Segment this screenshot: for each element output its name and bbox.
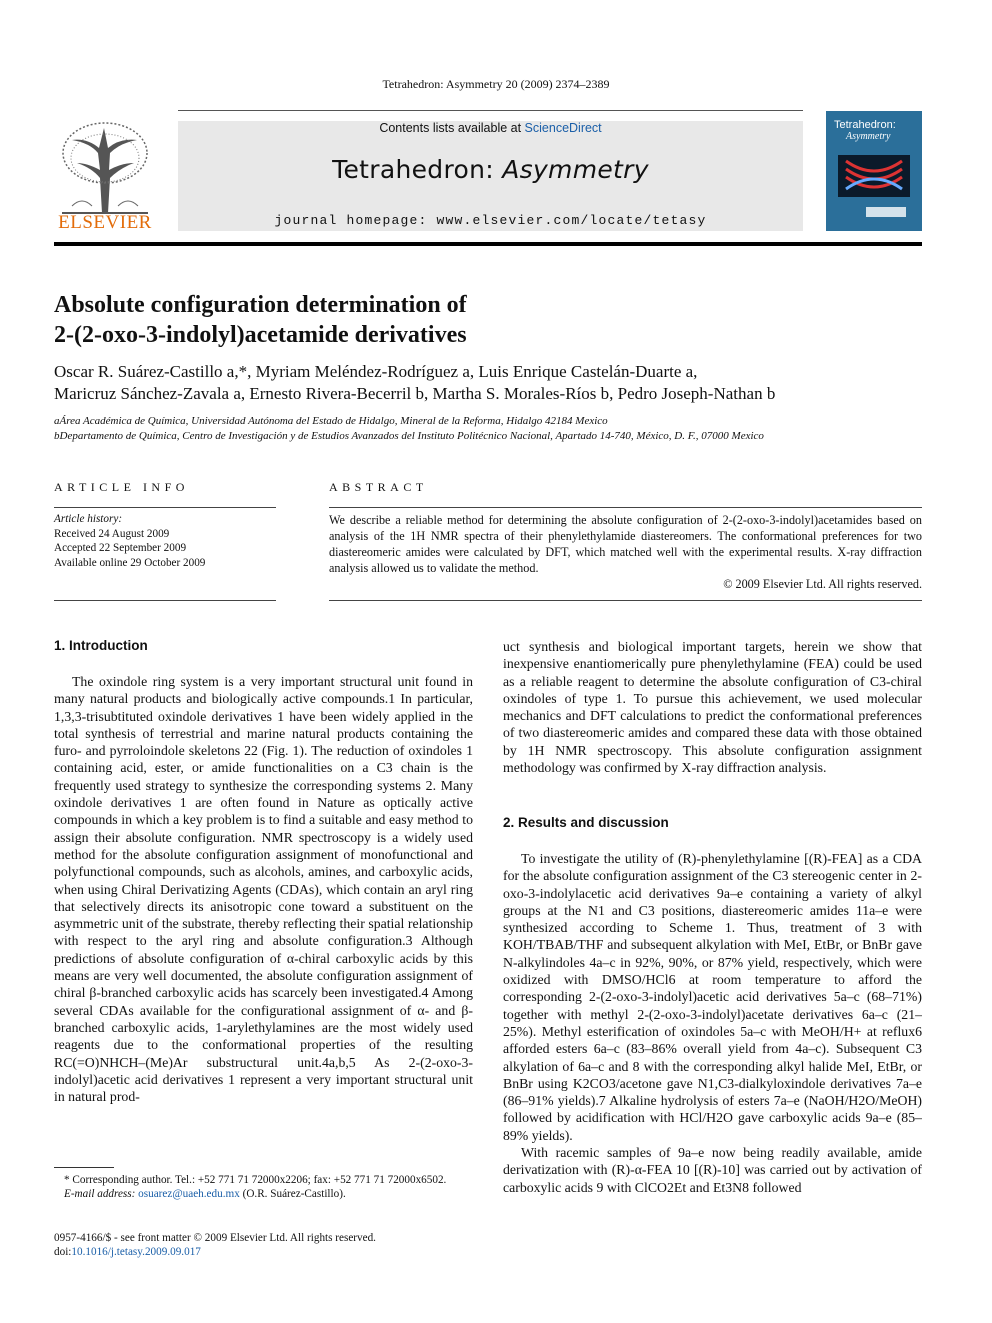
email-suffix: (O.R. Suárez-Castillo). bbox=[242, 1188, 346, 1200]
footnote-rule bbox=[54, 1167, 114, 1168]
received-date: Received 24 August 2009 bbox=[54, 527, 170, 540]
abstract-text: We describe a reliable method for determining the absolute configuration of 2-(2-oxo-3-indolyl)acetamides based on analysis of the 1H NMR spectra of their phenylethylamide diastereomers. The conformational preferences for two diastereomeric amides were calculated by DFT, which matched well with the experimental results. X-ray diffraction analysis allowed us to validate the method. bbox=[329, 513, 922, 575]
footnote-corresponding: * Corresponding author. Tel.: +52 771 71 72000x2206; fax: +52 771 71 72000x6502. bbox=[64, 1174, 447, 1186]
results-heading: 2. Results and discussion bbox=[503, 815, 669, 830]
contents-line bbox=[178, 121, 803, 135]
footnote-email-line bbox=[54, 1187, 473, 1201]
affiliation-a: aÁrea Académica de Química, Universidad Autónoma del Estado de Hidalgo, Mineral de la Reforma, Hidalgo 42184 Mexico bbox=[54, 415, 608, 427]
intro-paragraph-continued: uct synthesis and biological important targets, herein we show that inexpensive enantiomerically pure phenylethylamine (FEA) could be used as a reliable reagent to determine the absolute configuration of C3-chiral oxindoles of type 1. To pursue this achievement, we used molecular mechanics and DFT calculations to predict the conformational preferences of two diastereomeric amides and compared these data with those obtained by 1H NMR spectroscopy. This absolute configuration assignment methodology was confirmed by X-ray diffraction analysis. bbox=[503, 639, 922, 776]
email-link[interactable]: osuarez@uaeh.edu.mx bbox=[138, 1188, 240, 1200]
elsevier-logo bbox=[52, 118, 158, 234]
article-title bbox=[54, 290, 754, 350]
accepted-date: Accepted 22 September 2009 bbox=[54, 542, 187, 554]
article-info-rule-top bbox=[54, 507, 276, 508]
intro-column bbox=[54, 673, 473, 1159]
abstract-rule-top bbox=[329, 507, 922, 508]
email-label: E-mail address: bbox=[64, 1188, 136, 1200]
journal-cover-thumbnail bbox=[826, 111, 922, 231]
abstract-copyright: © 2009 Elsevier Ltd. All rights reserved. bbox=[723, 576, 922, 591]
article-title-line2: 2-(2-oxo-3-indolyl)acetamide derivatives bbox=[54, 322, 467, 348]
article-info-heading: ARTICLE INFO bbox=[54, 480, 189, 494]
header-top-rule bbox=[178, 110, 803, 111]
header-thick-rule bbox=[54, 242, 922, 246]
abstract-rule-bottom bbox=[329, 600, 922, 601]
authors-line1[interactable]: Oscar R. Suárez-Castillo a,*, Myriam Meléndez-Rodríguez a, Luis Enrique Castelán-Duarte a, bbox=[54, 362, 698, 381]
publisher-name: ELSEVIER bbox=[58, 212, 152, 233]
authors-line2[interactable]: Maricruz Sánchez-Zavala a, Ernesto Rivera-Becerril b, Martha S. Morales-Ríos b, Pedro Joseph-Nathan b bbox=[54, 384, 776, 403]
abstract-heading: ABSTRACT bbox=[329, 480, 428, 494]
abstract-body bbox=[329, 513, 922, 593]
intro-heading: 1. Introduction bbox=[54, 638, 148, 653]
sciencedirect-link[interactable]: ScienceDirect bbox=[524, 121, 602, 135]
journal-title bbox=[178, 155, 803, 184]
journal-citation bbox=[0, 77, 992, 92]
intro-paragraph-1: The oxindole ring system is a very important structural unit found in many natural products and biologically active compounds.1 In particular, 1,3,3-trisubtituted oxindole derivatives 1 have been widely applied in the total synthesis of terrestrial and marine natural products containing the furo- and pyrroloindole skeletons 22 (Fig. 1). The reduction of oxindoles 1 containing acid, ester, or amide functionalities on a C3 chain is the frequently used strategy to synthesize the corresponding systems 2. Many oxindole derivatives 1 are often found in Nature as optically active compounds in which a key problem is to find a suitable and easy method to assign their absolute configuration. NMR spectroscopy is a widely used method for the absolute configuration assignment of monofunctional and polyfunctional compounds, such as alcohols, amines, and carboxylic acids, when using Chiral Derivatizing Agents (CDAs), which contain an aryl ring that selectively directs its anisotropic cone toward a substituent on the asymmetric unit of the substrate, thereby reflecting their spatial relationship with respect to the aryl ring and absolute configuration.3 Although predictions of absolute configuration of α-chiral carboxylic acids by this means are very well documented, the absolute configuration assignment of chiral β-branched carboxylic acids has scarcely been investigated.4 Among several CDAs available for the configurational assignment of α- and β-branched carboxylic acids, 1-arylethylamines are the most widely used reagents due to the conformational properties of the resulting RC(=O)NHCH–(Me)Ar substructural unit.4a,b,5 As 2-(2-oxo-3-indolyl)acetic acid derivatives 1 represent a very important structural unit in natural prod- bbox=[54, 674, 473, 1105]
journal-homepage[interactable]: journal homepage: www.elsevier.com/locate/tetasy bbox=[274, 213, 707, 228]
doi-label: doi: bbox=[54, 1246, 72, 1258]
history-label: Article history: bbox=[54, 513, 123, 525]
affiliation-b: bDepartamento de Química, Centro de Investigación y de Estudios Avanzados del Instituto Politécnico Nacional, Apartado 14-740, México, D. F., 07000 Mexico bbox=[54, 430, 764, 442]
article-history bbox=[54, 512, 276, 570]
contents-prefix: Contents lists available at bbox=[379, 121, 525, 135]
online-date: Available online 29 October 2009 bbox=[54, 556, 206, 569]
cover-title-1: Tetrahedron: bbox=[834, 119, 896, 131]
journal-title-italic: Asymmetry bbox=[502, 155, 649, 184]
results-paragraph-2: With racemic samples of 9a–e now being readily available, amide derivatization with (R)-α-FEA 10 [(R)-10] was carried out by activation of carboxylic acids 9 with ClCO2Et and Et3N8 followed bbox=[503, 1145, 922, 1195]
footnotes bbox=[54, 1173, 473, 1201]
cover-title-2: Asymmetry bbox=[846, 131, 891, 142]
affiliations bbox=[54, 414, 934, 444]
journal-title-plain: Tetrahedron: bbox=[332, 155, 503, 184]
results-paragraph-1: To investigate the utility of (R)-phenylethylamine [(R)-FEA] as a CDA for the absolute configuration assignment of the C3 stereogenic center in 2-oxo-3-indolylacetic acid derivatives 9a–e containing a variety of alkyl groups at the N1 and C3 positions, diastereomeric amides 11a–e were synthesized according to Scheme 1. Thus, treatment of 3 with KOH/TBAB/THF and subsequent alkylation with MeI, EtBr, or BnBr gave N-alkylindoles 4a–c in 92%, 90%, or 87% yield, respectively, which were oxidized with DMSO/HCl6 at room temperature to afford the corresponding 2-(2-oxo-3-indolyl)acetic acid derivatives 5a–c (68–71%) together with methyl 2-(2-oxo-3-indolyl)acetate derivatives 6a–c (21–25%). Methyl esterification of oxindoles 5a–c with MeOH/H+ at reflux6 afforded esters 6a–c (83–86% overall yield from 4a–c). Subsequent C3 alkylation of 6a–c and 8 with the corresponding alkyl halide MeI, EtBr, or BnBr using K2CO3/acetone gave N1,C3-dialkyloxindole derivatives 7a–e (86–91% yields).7 Alkaline hydrolysis of esters 7a–e (NaOH/H2O/MeOH) followed by acidification with HCl/H2O gave carboxylic acids 9a–e (85–89% yields). bbox=[503, 851, 922, 1143]
issn-line: 0957-4166/$ - see front matter © 2009 Elsevier Ltd. All rights reserved. bbox=[54, 1232, 376, 1244]
article-title-line1: Absolute configuration determination of bbox=[54, 292, 467, 318]
citation-text: Tetrahedron: Asymmetry 20 (2009) 2374–2389 bbox=[382, 77, 610, 91]
cover-art-icon bbox=[826, 111, 922, 231]
author-list bbox=[54, 361, 934, 405]
doi-link[interactable]: 10.1016/j.tetasy.2009.09.017 bbox=[71, 1246, 201, 1258]
bottom-meta bbox=[54, 1231, 484, 1259]
results-column bbox=[503, 850, 922, 1220]
intro-column-continued bbox=[503, 638, 922, 798]
doi-line bbox=[54, 1245, 484, 1259]
article-info-rule-bottom bbox=[54, 600, 276, 601]
